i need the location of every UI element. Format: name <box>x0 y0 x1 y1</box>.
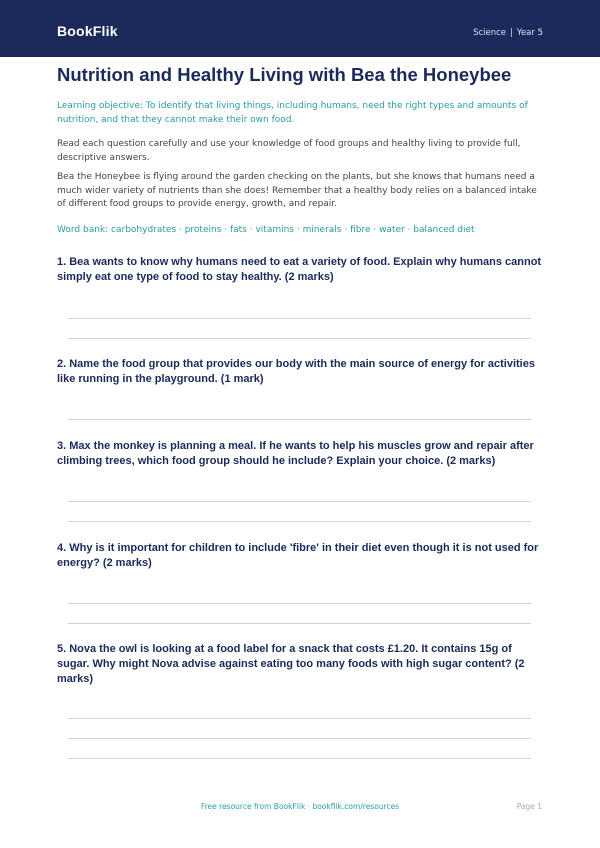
answer-line[interactable] <box>68 318 531 319</box>
page-title: Nutrition and Healthy Living with Bea the Honeybee <box>57 64 512 85</box>
answer-line[interactable] <box>68 338 531 339</box>
question-1: 1. Bea wants to know why humans need to eat a variety of food. Explain why humans cannot simply eat one type of food to stay healthy. (2 marks) <box>57 256 542 283</box>
intro-text: Bea the Honeybee is flying around the garden checking on the plants, but she knows that humans need a much wider variety of nutrients than she does! Remember that a healthy body relies on a balanced intake of different food groups to provide energy, growth, and repair. <box>57 172 537 209</box>
answer-line[interactable] <box>68 623 531 624</box>
question-2: 2. Name the food group that provides our body with the main source of energy for activities like running in the playground. (1 mark) <box>57 358 535 385</box>
subject-label: Science <box>473 28 507 38</box>
answer-line[interactable] <box>68 521 531 522</box>
question-4: 4. Why is it important for children to include 'fibre' in their diet even though it is not used for energy? (2 marks) <box>57 542 539 569</box>
instructions-text: Read each question carefully and use your knowledge of food groups and healthy living to provide full, descriptive answers. <box>57 139 521 163</box>
page-header <box>0 0 600 57</box>
question-3: 3. Max the monkey is planning a meal. If he wants to help his muscles grow and repair after climbing trees, which food group should he include? Explain your choice. (2 marks) <box>57 440 534 467</box>
question-5: 5. Nova the owl is looking at a food label for a snack that costs £1.20. It contains 15g of sugar. Why might Nova advise against eating too many foods with high sugar content? (2 marks) <box>57 643 525 685</box>
answer-line[interactable] <box>68 603 531 604</box>
answer-line[interactable] <box>68 758 531 759</box>
answer-line[interactable] <box>68 501 531 502</box>
brand-logo: BookFlik <box>57 23 118 39</box>
word-bank: Word bank: carbohydrates · proteins · fats · vitamins · minerals · fibre · water · balanced diet <box>57 225 475 235</box>
answer-line[interactable] <box>68 718 531 719</box>
year-label: Year 5 <box>516 28 543 38</box>
learning-objective: Learning objective: To identify that living things, including humans, need the right types and amounts of nutrition, and that they cannot make their own food. <box>57 101 528 125</box>
answer-line[interactable] <box>68 738 531 739</box>
header-meta <box>473 28 543 38</box>
footer-text: Free resource from BookFlik · bookflik.com/resources <box>200 802 400 811</box>
answer-line[interactable] <box>68 419 531 420</box>
page-number: Page 1 <box>516 802 542 811</box>
header-separator: | <box>510 28 513 38</box>
